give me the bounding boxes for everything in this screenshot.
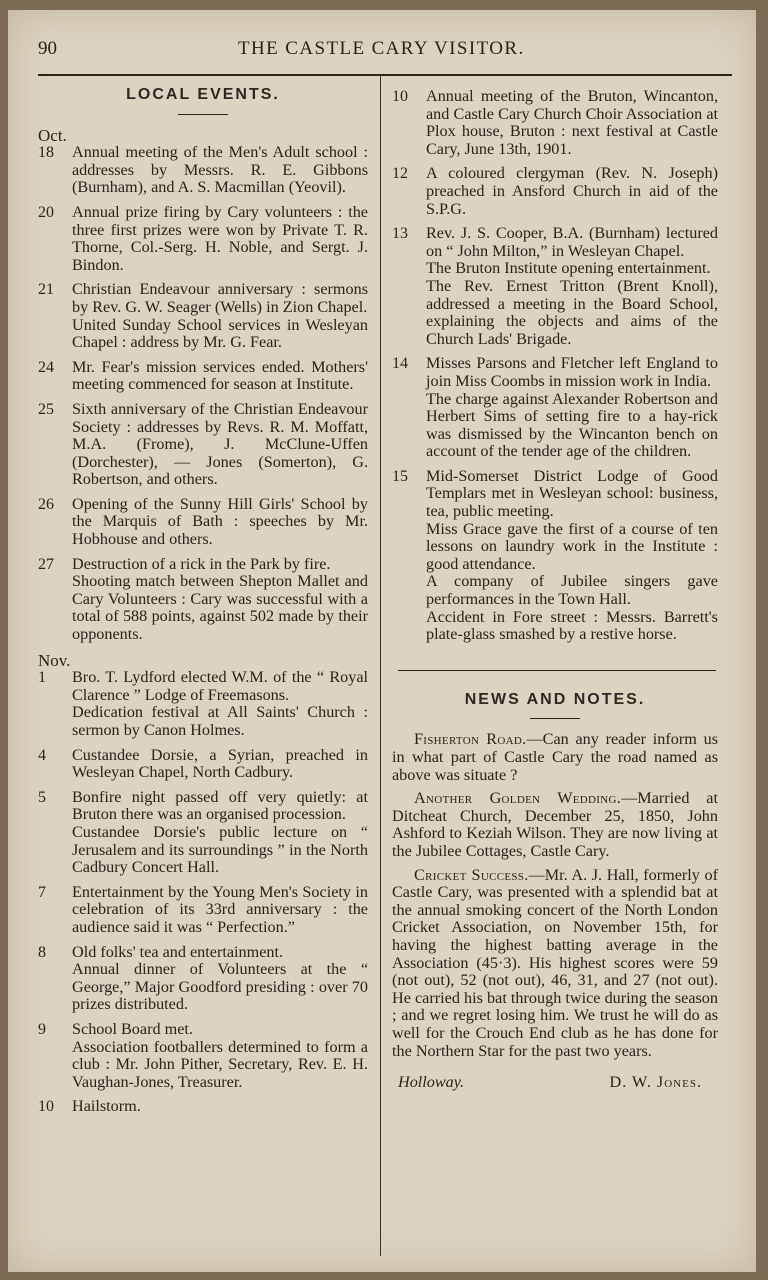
event-text: Accident in Fore street : Messrs. Barrett's plate-glass smashed by a restive horse. (426, 607, 718, 644)
month-october: Oct. (38, 125, 67, 145)
event-text: Mr. Fear's mission services ended. Mothers' meeting commenced for season at Institute. (72, 357, 368, 394)
event-day: 14 (392, 355, 408, 373)
event-text: A coloured clergyman (Rev. N. Joseph) preached in Ansford Church in aid of the S.P.G. (426, 164, 718, 218)
event-text: School Board met. (72, 1019, 193, 1038)
news-text: —Can any reader inform us in what part of Castle Cary the road named as above was situate ? (392, 730, 718, 784)
event-text: Custandee Dorsie, a Syrian, preached in Wesleyan Chapel, North Cadbury. (72, 745, 368, 782)
event-text: Bonfire night passed off very quietly: at Bruton there was an organised procession. (72, 787, 368, 824)
news-items (392, 731, 718, 1060)
event-day: 10 (38, 1098, 54, 1116)
title-rule (178, 114, 228, 115)
title-rule (530, 718, 580, 719)
event-entry (38, 1021, 368, 1091)
event-text: Old folks' tea and entertainment. (72, 942, 284, 961)
event-entry (38, 789, 368, 877)
event-text: Annual dinner of Volunteers at the “ George,” Major Goodford presiding : over 70 prizes distributed. (72, 960, 368, 1014)
event-text: Association footballers determined to form a club : Mr. John Pither, Secretary, Rev. E. H. Vaughan-Jones, Treasurer. (72, 1037, 368, 1091)
event-text: Annual prize firing by Cary volunteers : the three first prizes were won by Private T. R. Thorne, Col.-Serg. H. Noble, and Sergt. J. Bindon. (72, 202, 368, 274)
event-entry (38, 496, 368, 549)
event-entry (38, 884, 368, 937)
event-entry (38, 747, 368, 782)
event-entry (392, 165, 718, 218)
right-column (392, 88, 718, 1094)
event-entry (38, 281, 368, 351)
event-text: Annual meeting of the Men's Adult school : addresses by Messrs. R. E. Gibbons (Burnham), and A. S. Macmillan (Yeovil). (72, 143, 368, 197)
event-day: 20 (38, 203, 54, 221)
running-header (8, 36, 756, 66)
event-day: 10 (392, 88, 408, 105)
signature (392, 1074, 718, 1094)
event-day: 21 (38, 281, 54, 299)
event-text: United Sunday School services in Wesleyan Chapel : address by Mr. G. Fear. (72, 315, 368, 352)
event-entry (38, 669, 368, 739)
news-heading: Cricket Success. (414, 865, 529, 884)
event-text: The Bruton Institute opening entertainment. (426, 259, 711, 278)
event-day: 8 (38, 943, 46, 961)
event-entry (38, 359, 368, 394)
event-text: Entertainment by the Young Men's Society in celebration of its 33rd anniversary : the audience said it was “ Perfection.” (72, 882, 368, 936)
page (8, 10, 756, 1272)
event-entry (392, 468, 718, 644)
event-day: 18 (38, 144, 54, 162)
november-entries (38, 669, 368, 1116)
news-text: —Married at Ditcheat Church, December 25, 1850, John Ashford to Keziah Wilson. They are now living at the Jubilee Cottages, Castle Cary. (392, 789, 718, 860)
event-entry (392, 225, 718, 348)
event-entry (392, 355, 718, 461)
event-text: The Rev. Ernest Tritton (Brent Knoll), addressed a meeting in the Board School, explaining the objects and aims of the Church Lads' Brigade. (426, 276, 718, 348)
event-text: Misses Parsons and Fletcher left England to join Miss Coombs in mission work in India. (426, 354, 718, 390)
month-november: Nov. (38, 650, 71, 670)
event-entry (38, 944, 368, 1014)
signature-name: D. W. Jones. (609, 1073, 702, 1092)
event-day: 4 (38, 746, 46, 764)
news-notes-title: NEWS AND NOTES. (464, 690, 646, 708)
event-day: 25 (38, 400, 54, 418)
signature-place: Holloway. (398, 1073, 465, 1092)
continued-entries (392, 88, 718, 644)
event-text: Custandee Dorsie's public lecture on “ Jerusalem and its surroundings ” in the North Cadbury Concert Hall. (72, 822, 368, 877)
event-day: 5 (38, 788, 46, 806)
event-day: 26 (38, 495, 54, 513)
event-day: 9 (38, 1020, 46, 1038)
event-text: Shooting match between Shepton Mallet and Cary Volunteers : Cary was successful with a total of 588 points, against 502 made by their opponents. (72, 572, 368, 644)
event-day: 7 (38, 883, 46, 901)
event-text: Bro. T. Lydford elected W.M. of the “ Royal Clarence ” Lodge of Freemasons. (72, 668, 368, 704)
event-text: Annual meeting of the Bruton, Wincanton, and Castle Cary Church Choir Association at Plox house, Bruton : next festival at Castle Cary, June 13th, 1901. (426, 87, 718, 158)
event-text: Miss Grace gave the first of a course of ten lessons on laundry work in the Institute : good attendance. (426, 519, 718, 573)
event-day: 24 (38, 358, 54, 376)
event-text: Destruction of a rick in the Park by fire. (72, 554, 331, 573)
section-rule (398, 670, 716, 671)
news-item (392, 731, 718, 784)
event-text: The charge against Alexander Robertson and Herbert Sims of setting fire to a hay-rick was dismissed by the Wincanton bench on account of the tender age of the children. (426, 389, 718, 461)
news-item (392, 790, 718, 860)
event-entry (392, 88, 718, 158)
event-text: A company of Jubilee singers gave performances in the Town Hall. (426, 572, 718, 609)
event-day: 12 (392, 165, 408, 183)
news-text: —Mr. A. J. Hall, formerly of Castle Cary, was presented with a splendid bat at the annual smoking concert of the North London Cricket Association, on November 15th, for having the highest batting average in the Association (45·3). His highest scores were 59 (not out), 52 (not out), 46, 31, and 27 (not out). He carried his bat through twice during the season ; and we regret losing him. We trust he will do as well for the Crouch End club as he has done for the Northern Star for the past two years. (392, 865, 718, 1060)
event-text: Hailstorm. (72, 1097, 141, 1116)
event-day: 1 (38, 669, 46, 687)
event-entry (38, 144, 368, 197)
page-number: 90 (38, 38, 57, 59)
event-day: 15 (392, 467, 408, 485)
news-heading: Another Golden Wedding. (414, 789, 622, 808)
event-entry (38, 556, 368, 644)
event-text: Mid-Somerset District Lodge of Good Templars met in Wesleyan school: business, tea, public meeting. (426, 466, 718, 521)
october-entries (38, 144, 368, 643)
event-entry (38, 401, 368, 489)
event-entry (38, 1098, 368, 1116)
left-column (38, 80, 368, 1123)
news-item (392, 867, 718, 1061)
event-text: Christian Endeavour anniversary : sermons by Rev. G. W. Seager (Wells) in Zion Chapel. (72, 280, 368, 316)
event-text: Dedication festival at All Saints' Church : sermon by Canon Holmes. (72, 703, 368, 739)
running-title: THE CASTLE CARY VISITOR. (238, 38, 525, 59)
header-rule (38, 74, 732, 76)
event-text: Opening of the Sunny Hill Girls' School by the Marquis of Bath : speeches by Mr. Hobhouse and others. (72, 494, 368, 549)
local-events-title: LOCAL EVENTS. (126, 86, 280, 103)
event-text: Sixth anniversary of the Christian Endeavour Society : addresses by Revs. R. M. Moffatt, M.A. (Frome), J. McClune-Uffen (Dorchester), — Jones (Somerton), G. Robertson, and others. (72, 399, 368, 489)
event-entry (38, 204, 368, 274)
event-day: 13 (392, 225, 408, 243)
news-heading: Fisherton Road. (414, 730, 527, 749)
column-divider (380, 76, 381, 1256)
event-text: Rev. J. S. Cooper, B.A. (Burnham) lectured on “ John Milton,” in Wesleyan Chapel. (426, 224, 718, 260)
event-day: 27 (38, 555, 54, 573)
